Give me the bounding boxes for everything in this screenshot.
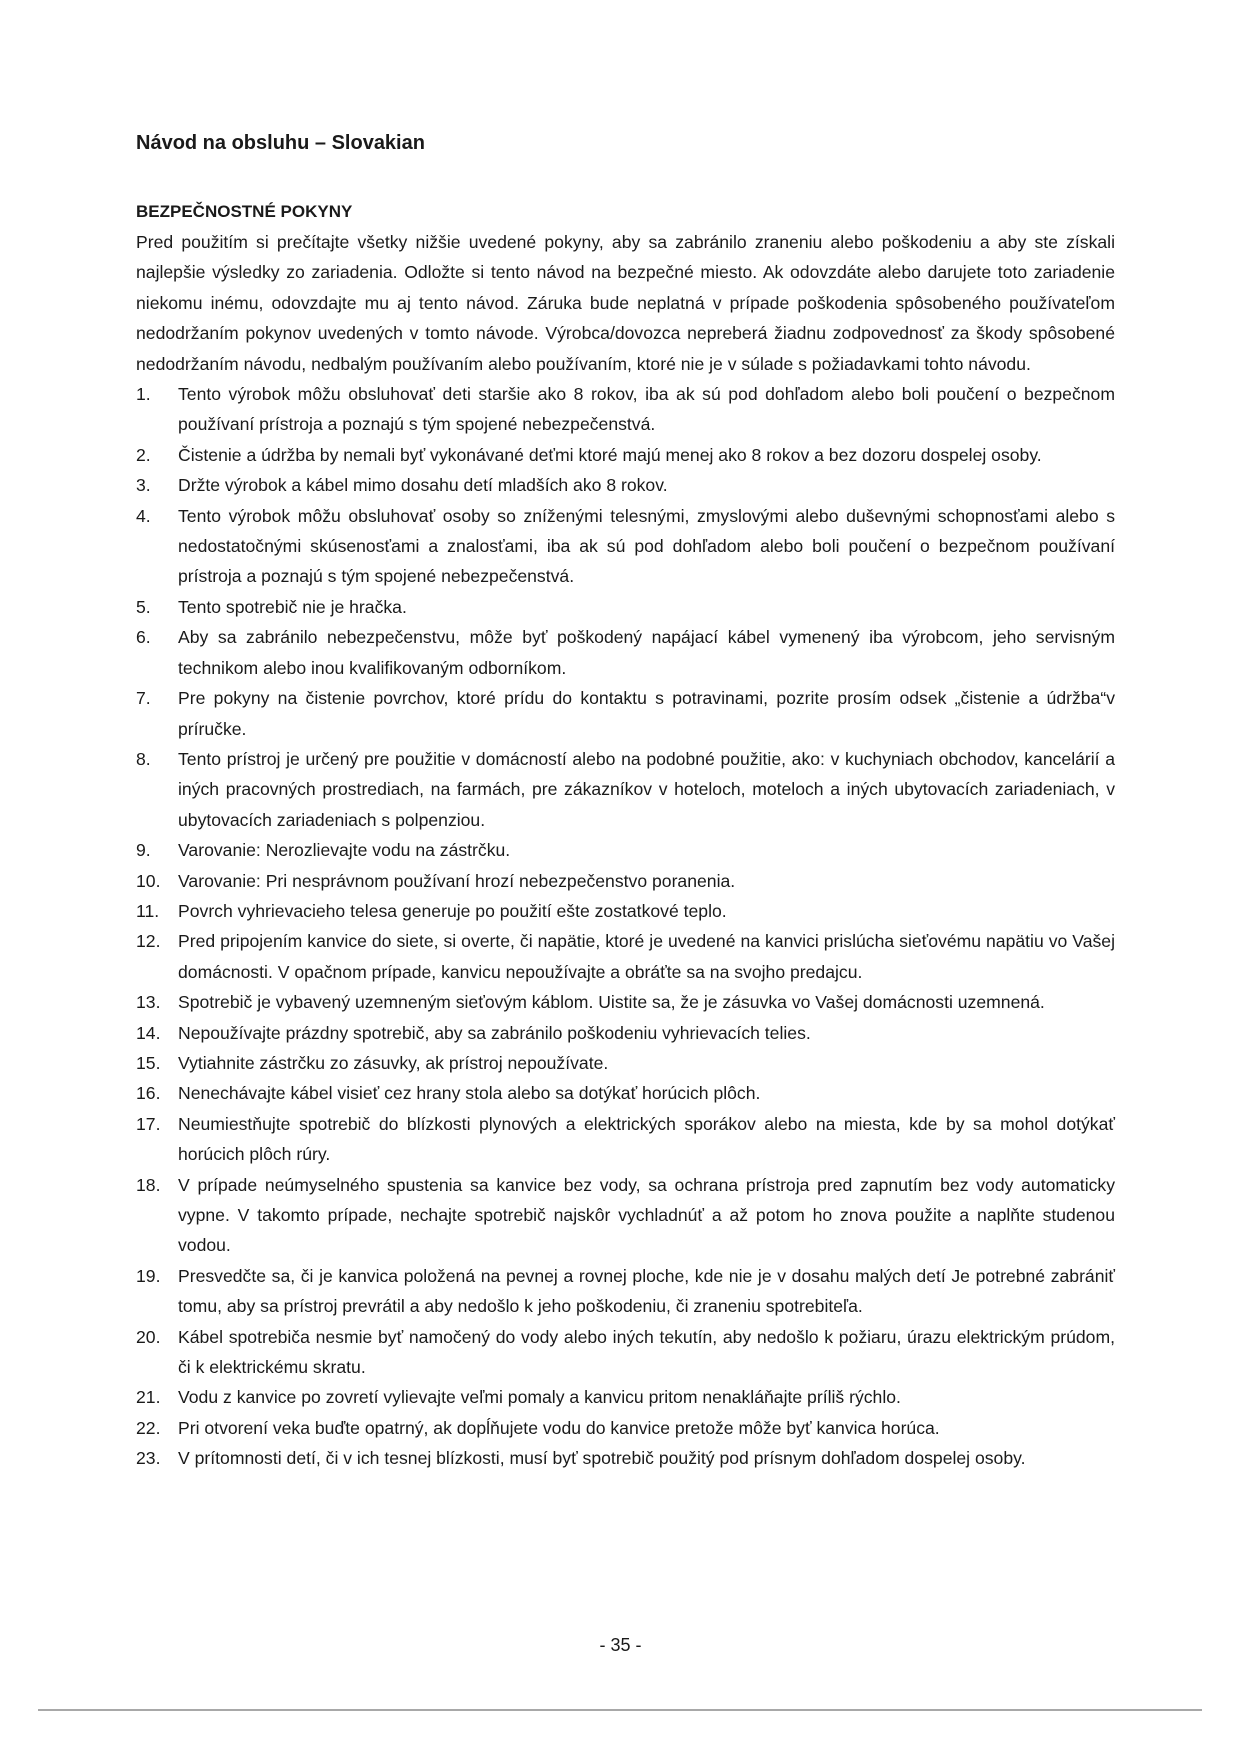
list-item	[136, 470, 1115, 500]
list-item-text: Nepoužívajte prázdny spotrebič, aby sa zabránilo poškodeniu vyhrievacích telies.	[178, 1022, 811, 1043]
list-item	[136, 592, 1115, 622]
list-item-number: 11.	[136, 900, 160, 921]
list-item-text: Pred pripojením kanvice do siete, si overte, či napätie, ktoré je uvedené na kanvici prislúcha sieťovému napätiu vo Vašej domácnosti. V opačnom prípade, kanvicu nepoužívajte a obráťte sa na svojho predajcu.	[178, 931, 1115, 982]
list-item-number: 9.	[136, 840, 151, 861]
list-item-number: 14.	[136, 1022, 161, 1043]
list-item-text: Tento výrobok môžu obsluhovať deti staršie ako 8 rokov, iba ak sú pod dohľadom alebo boli poučení o bezpečnom používaní prístroja a poznajú s tým spojené nebezpečenstvá.	[178, 384, 1115, 435]
list-item	[136, 501, 1115, 592]
list-item-number: 19.	[136, 1265, 161, 1286]
intro-paragraph: Pred použitím si prečítajte všetky nižšie uvedené pokyny, aby sa zabránilo zraneniu alebo poškodeniu a aby ste získali najlepšie výsledky zo zariadenia. Odložte si tento návod na bezpečné miesto. Ak odovzdáte alebo darujete toto zariadenie niekomu inému, odovzdajte mu aj tento návod. Záruka bude neplatná v prípade poškodenia spôsobeného používateľom nedodržaním pokynov uvedených v tomto návode. Výrobca/dovozca nepreberá žiadnu zodpovednosť za škody spôsobené nedodržaním návodu, nedbalým používaním alebo používaním, ktoré nie je v súlade s požiadavkami tohto návodu.	[136, 232, 1115, 374]
safety-section	[136, 197, 1115, 1474]
list-item	[136, 835, 1115, 865]
list-item-number: 23.	[136, 1448, 161, 1469]
list-item-number: 12.	[136, 931, 161, 952]
list-item-number: 20.	[136, 1326, 161, 1347]
list-item-text: Držte výrobok a kábel mimo dosahu detí mladších ako 8 rokov.	[178, 475, 668, 496]
list-item-number: 6.	[136, 627, 151, 648]
list-item	[136, 683, 1115, 744]
list-item	[136, 1109, 1115, 1170]
list-item	[136, 744, 1115, 835]
safety-instructions-list	[136, 379, 1115, 1474]
list-item-number: 18.	[136, 1174, 161, 1195]
list-item	[136, 1443, 1115, 1473]
list-item	[136, 987, 1115, 1017]
list-item	[136, 1078, 1115, 1108]
list-item-text: Varovanie: Nerozlievajte vodu na zástrčku.	[178, 840, 511, 861]
list-item-number: 3.	[136, 475, 151, 496]
list-item	[136, 1170, 1115, 1261]
list-item	[136, 1382, 1115, 1412]
list-item-text: Nenechávajte kábel visieť cez hrany stola alebo sa dotýkať horúcich plôch.	[178, 1083, 761, 1104]
list-item	[136, 1261, 1115, 1322]
list-item-text: Varovanie: Pri nesprávnom používaní hrozí nebezpečenstvo poranenia.	[178, 870, 736, 891]
list-item	[136, 926, 1115, 987]
list-item-text: V prípade neúmyselného spustenia sa kanvice bez vody, sa ochrana prístroja pred zapnutím bez vody automaticky vypne. V takomto prípade, nechajte spotrebič najskôr vychladnúť a až potom ho znova použite a naplňte studenou vodou.	[178, 1174, 1115, 1256]
list-item	[136, 1322, 1115, 1383]
document-title: Návod na obsluhu – Slovakian	[136, 132, 425, 154]
list-item-text: Vytiahnite zástrčku zo zásuvky, ak prístroj nepoužívate.	[178, 1052, 609, 1073]
section-heading: BEZPEČNOSTNÉ POKYNY	[136, 202, 353, 221]
list-item-text: Tento prístroj je určený pre použitie v domácností alebo na podobné použitie, ako: v kuchyniach obchodov, kancelárií a iných pracovných prostrediach, na farmách, pre zákazníkov v hoteloch, moteloch a iných ubytovacích zariadeniach, v ubytovacích zariadeniach s polpenziou.	[178, 748, 1115, 830]
list-item-number: 17.	[136, 1113, 161, 1134]
list-item-number: 2.	[136, 444, 151, 465]
list-item-number: 15.	[136, 1052, 161, 1073]
list-item-text: Pri otvorení veka buďte opatrný, ak dopĺňujete vodu do kanvice pretože môže byť kanvica horúca.	[178, 1417, 940, 1438]
list-item	[136, 1413, 1115, 1443]
list-item-number: 21.	[136, 1387, 161, 1408]
list-item-text: Kábel spotrebiča nesmie byť namočený do vody alebo iných tekutín, aby nedošlo k požiaru, úrazu elektrickým prúdom, či k elektrickému skratu.	[178, 1326, 1115, 1378]
list-item	[136, 1048, 1115, 1078]
list-item	[136, 866, 1115, 896]
list-item-text: Spotrebič je vybavený uzemneným sieťovým káblom. Uistite sa, že je zásuvka vo Vašej domácnosti uzemnená.	[178, 992, 1045, 1013]
list-item-number: 10.	[136, 870, 161, 891]
list-item-text: Vodu z kanvice po zovretí vylievajte veľmi pomaly a kanvicu pritom nenakláňajte príliš rýchlo.	[178, 1387, 901, 1408]
list-item-number: 7.	[136, 688, 151, 709]
list-item	[136, 379, 1115, 440]
page-number: - 35 -	[599, 1635, 642, 1655]
list-item-number: 1.	[136, 384, 151, 405]
list-item-text: Neumiestňujte spotrebič do blízkosti plynových a elektrických sporákov alebo na miesta, kde by sa mohol dotýkať horúcich plôch rúry.	[178, 1113, 1115, 1165]
list-item-number: 5.	[136, 596, 151, 617]
list-item-number: 22.	[136, 1417, 161, 1438]
list-item-number: 4.	[136, 505, 151, 526]
list-item	[136, 440, 1115, 470]
list-item-text: Čistenie a údržba by nemali byť vykonávané deťmi ktoré majú menej ako 8 rokov a bez dozoru dospelej osoby.	[178, 444, 1042, 465]
list-item-text: Pre pokyny na čistenie povrchov, ktoré prídu do kontaktu s potravinami, pozrite prosím odsek „čistenie a údržba“v príručke.	[178, 688, 1115, 739]
list-item	[136, 622, 1115, 683]
list-item-number: 16.	[136, 1083, 161, 1104]
list-item-text: V prítomnosti detí, či v ich tesnej blízkosti, musí byť spotrebič použitý pod prísnym dohľadom dospelej osoby.	[178, 1448, 1026, 1469]
list-item	[136, 896, 1115, 926]
list-item-text: Aby sa zabránilo nebezpečenstvu, môže byť poškodený napájací kábel vymenený iba výrobcom, jeho servisným technikom alebo inou kvalifikovaným odborníkom.	[178, 627, 1115, 678]
list-item-number: 13.	[136, 992, 161, 1013]
list-item-text: Presvedčte sa, či je kanvica položená na pevnej a rovnej ploche, kde nie je v dosahu malých detí Je potrebné zabrániť tomu, aby sa prístroj prevrátil a aby nedošlo k jeho poškodeniu, či zraneniu spotrebiteľa.	[178, 1265, 1115, 1317]
footer-divider	[38, 1709, 1202, 1711]
list-item-number: 8.	[136, 748, 151, 769]
list-item-text: Tento spotrebič nie je hračka.	[178, 596, 407, 617]
list-item-text: Tento výrobok môžu obsluhovať osoby so zníženými telesnými, zmyslovými alebo duševnými schopnosťami alebo s nedostatočnými skúsenosťami a znalosťami, iba ak sú pod dohľadom alebo boli poučení o bezpečnom používaní prístroja a poznajú s tým spojené nebezpečenstvá.	[178, 505, 1115, 587]
list-item	[136, 1018, 1115, 1048]
list-item-text: Povrch vyhrievacieho telesa generuje po použití ešte zostatkové teplo.	[178, 900, 727, 921]
